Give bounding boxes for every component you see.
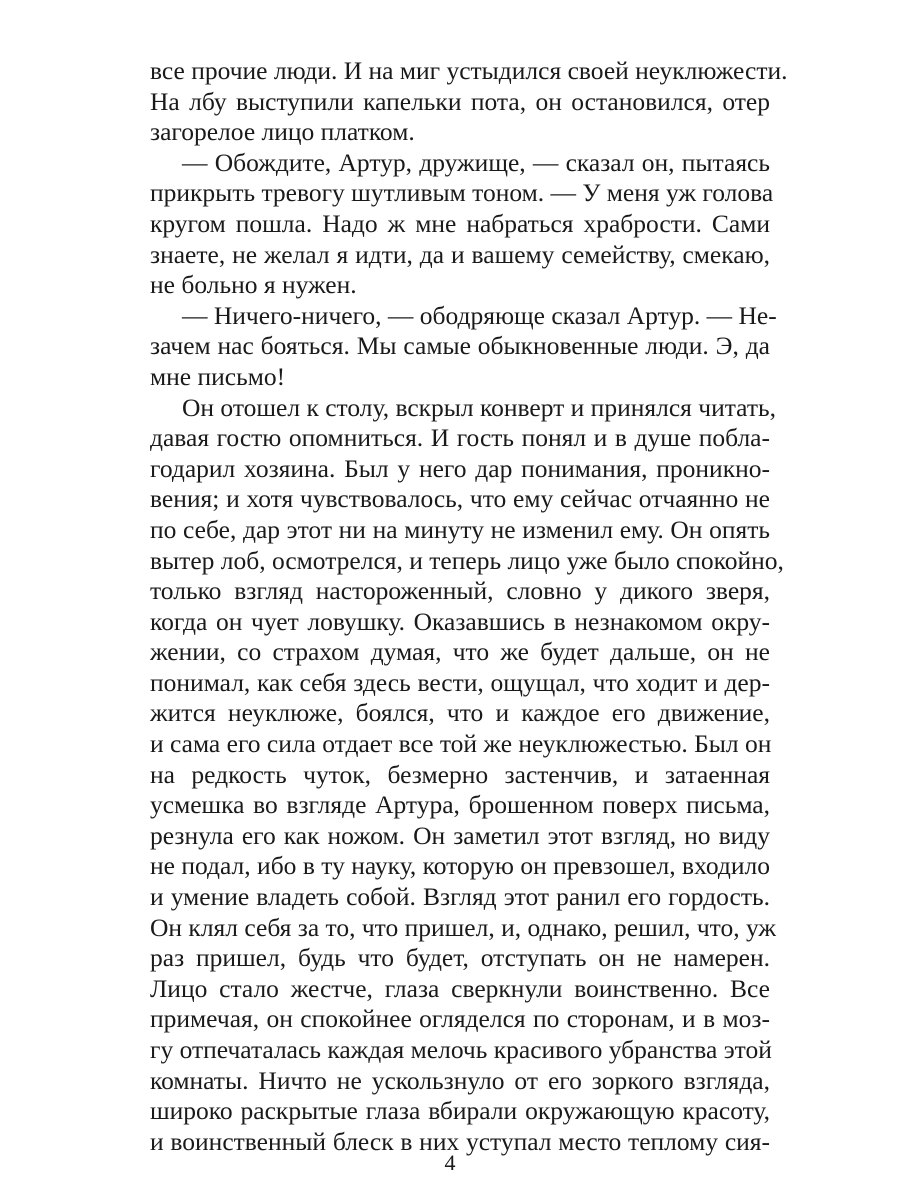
- text-line: зачем нас бояться. Мы самые обыкновенные люди. Э, да: [150, 331, 770, 361]
- text-line: не больно я нужен.: [150, 270, 357, 300]
- text-line: На лбу выступили капельки пота, он остановился, отер: [150, 86, 770, 116]
- text-line: жении, со страхом думая, что же будет дальше, он не: [150, 637, 770, 667]
- text-line: гу отпечаталась каждая мелочь красивого убранства этой: [150, 1035, 772, 1064]
- text-line: жится неуклюже, боялся, что и каждое его движение,: [150, 698, 770, 728]
- text-line: все прочие люди. И на миг устыдился своей неуклюжести.: [150, 56, 788, 85]
- text-line: годарил хозяина. Был у него дар понимания, проникно-: [150, 453, 770, 483]
- text-line: кругом пошла. Надо ж мне набраться храбрости. Сами: [150, 208, 770, 238]
- text-line: знаете, не желал я идти, да и вашему семейству, смекаю,: [150, 239, 770, 269]
- text-line: понимал, как себя здесь вести, ощущал, что ходит и дер-: [150, 667, 770, 697]
- text-line: — Обождите, Артур, дружище, — сказал он, пытаясь: [182, 147, 770, 177]
- text-line: — Ничего-ничего, — ободряюще сказал Артур. — Не-: [182, 300, 777, 330]
- text-line: и воинственный блеск в них уступал место теплому сия-: [150, 1126, 770, 1156]
- text-line: только взгляд настороженный, словно у дикого зверя,: [150, 576, 770, 606]
- text-line: раз пришел, будь что будет, отступать он не намерен.: [150, 943, 770, 973]
- body-text: [150, 56, 788, 1157]
- text-line: усмешка во взгляде Артура, брошенном поверх письма,: [150, 790, 770, 820]
- text-line: не подал, ибо в ту науку, которую он превзошел, входило: [150, 851, 770, 881]
- text-line: по себе, дар этот ни на минуту не изменил ему. Он опять: [150, 514, 770, 544]
- text-line: прикрыть тревогу шутливым тоном. — У меня уж голова: [150, 178, 774, 208]
- text-line: на редкость чуток, безмерно застенчив, и затаенная: [150, 759, 770, 789]
- text-line: Он клял себя за то, что пришел, и, однако, решил, что, уж: [150, 912, 777, 942]
- text-line: и умение владеть собой. Взгляд этот ранил его гордость.: [150, 882, 770, 912]
- text-line: давая гостю опомниться. И гость понял и в душе побла-: [150, 423, 770, 453]
- text-line: когда он чует ловушку. Оказавшись в незнакомом окру-: [150, 606, 770, 636]
- text-line: комнаты. Ничто не ускользнуло от его зоркого взгляда,: [150, 1065, 770, 1095]
- text-line: вытер лоб, осмотрелся, и теперь лицо уже было спокойно,: [150, 545, 784, 575]
- text-line: мне письмо!: [150, 361, 286, 391]
- text-line: примечая, он спокойнее огляделся по сторонам, и в моз-: [150, 1004, 770, 1034]
- text-line: вения; и хотя чувствовалось, что ему сейчас отчаянно не: [150, 484, 770, 514]
- text-line: Он отошел к столу, вскрыл конверт и принялся читать,: [182, 392, 776, 422]
- text-line: широко раскрытые глаза вбирали окружающую красоту,: [150, 1096, 770, 1126]
- text-line: резнула его как ножом. Он заметил этот взгляд, но виду: [150, 820, 770, 850]
- text-line: и сама его сила отдает все той же неуклюжестью. Был он: [150, 729, 772, 759]
- text-line: загорелое лицо платком.: [150, 117, 415, 147]
- text-line: Лицо стало жестче, глаза сверкнули воинственно. Все: [150, 973, 770, 1003]
- page-number: 4: [444, 1150, 456, 1175]
